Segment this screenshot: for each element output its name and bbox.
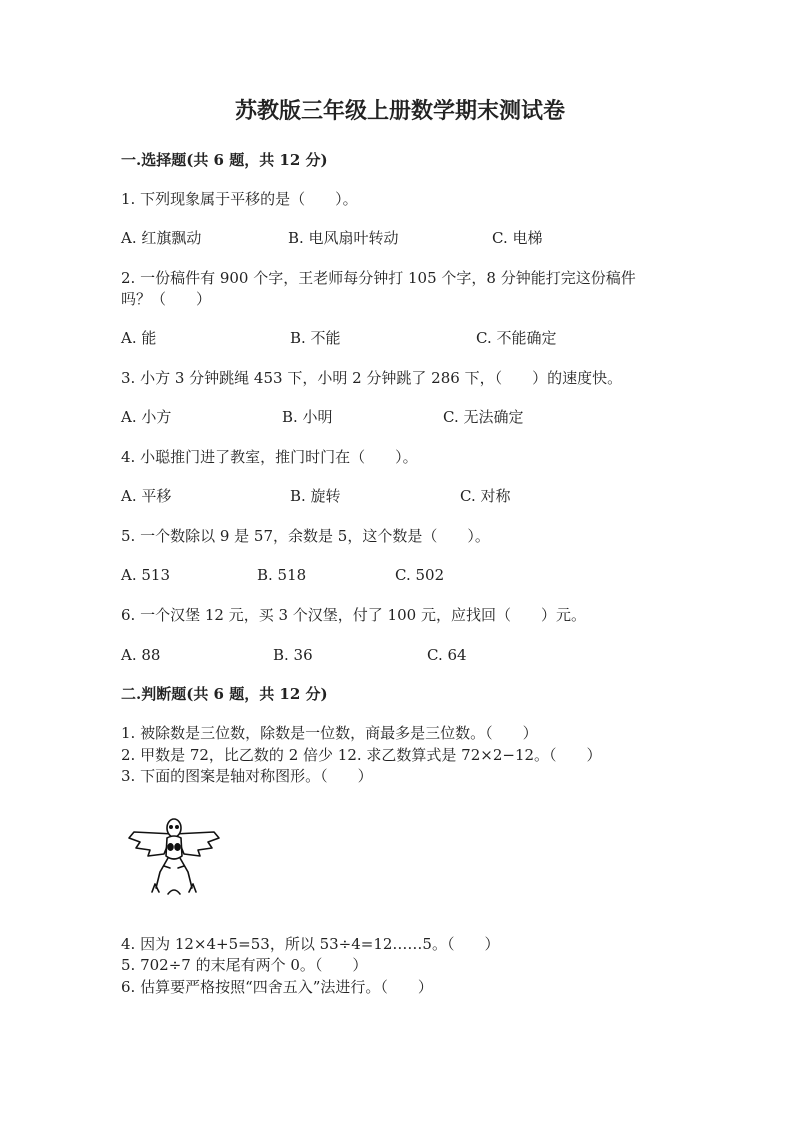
question-5-stem: 5. 一个数除以 9 是 57，余数是 5，这个数是（ ）。 — [121, 527, 490, 545]
question-2-stem-line1: 2. 一份稿件有 900 个字，王老师每分钟打 105 个字，8 分钟能打完这份稿件 — [121, 269, 636, 287]
question-3-option-a: A. 小方 — [121, 408, 172, 426]
judgement-item-3: 3. 下面的图案是轴对称图形。（ ） — [121, 767, 373, 785]
question-6-stem: 6. 一个汉堡 12 元，买 3 个汉堡，付了 100 元，应找回（ ）元。 — [121, 606, 586, 624]
question-6-option-a: A. 88 — [121, 646, 161, 664]
question-5-option-c: C. 502 — [395, 566, 445, 584]
judgement-item-4: 4. 因为 12×4+5=53，所以 53÷4=12……5。（ ） — [121, 935, 500, 953]
section-heading-choice: 一.选择题(共 6 题，共 12 分) — [121, 151, 328, 169]
question-4-option-b: B. 旋转 — [290, 487, 341, 505]
question-1-option-b: B. 电风扇叶转动 — [288, 229, 399, 247]
question-6-option-c: C. 64 — [427, 646, 467, 664]
judgement-item-5: 5. 702÷7 的末尾有两个 0。（ ） — [121, 956, 368, 974]
question-4-option-c: C. 对称 — [460, 487, 511, 505]
page-title: 苏教版三年级上册数学期末测试卷 — [234, 98, 565, 124]
question-1-option-c: C. 电梯 — [492, 229, 543, 247]
question-4-option-a: A. 平移 — [121, 487, 172, 505]
question-2-option-a: A. 能 — [121, 329, 157, 347]
question-5-option-a: A. 513 — [121, 566, 170, 584]
question-4-stem: 4. 小聪推门进了教室，推门时门在（ ）。 — [121, 448, 418, 466]
question-5-option-b: B. 518 — [257, 566, 307, 584]
question-1-stem: 1. 下列现象属于平移的是（ ）。 — [121, 190, 358, 208]
question-2-option-c: C. 不能确定 — [476, 329, 557, 347]
question-2-stem-line2: 吗？（ ） — [121, 290, 212, 308]
question-2-option-b: B. 不能 — [290, 329, 341, 347]
judgement-item-2: 2. 甲数是 72，比乙数的 2 倍少 12. 求乙数算式是 72×2−12。（ ） — [121, 746, 602, 764]
judgement-item-6: 6. 估算要严格按照“四舍五入”法进行。（ ） — [121, 978, 433, 996]
section-heading-judgement: 二.判断题(共 6 题，共 12 分) — [121, 685, 328, 703]
question-6-option-b: B. 36 — [273, 646, 313, 664]
question-3-stem: 3. 小方 3 分钟跳绳 453 下，小明 2 分钟跳了 286 下，（ ）的速度快。 — [121, 369, 623, 387]
question-1-option-a: A. 红旗飘动 — [121, 229, 202, 247]
judgement-item-1: 1. 被除数是三位数，除数是一位数，商最多是三位数。（ ） — [121, 724, 538, 742]
question-3-option-c: C. 无法确定 — [443, 408, 524, 426]
question-3-option-b: B. 小明 — [282, 408, 333, 426]
kite-icon — [126, 816, 222, 900]
